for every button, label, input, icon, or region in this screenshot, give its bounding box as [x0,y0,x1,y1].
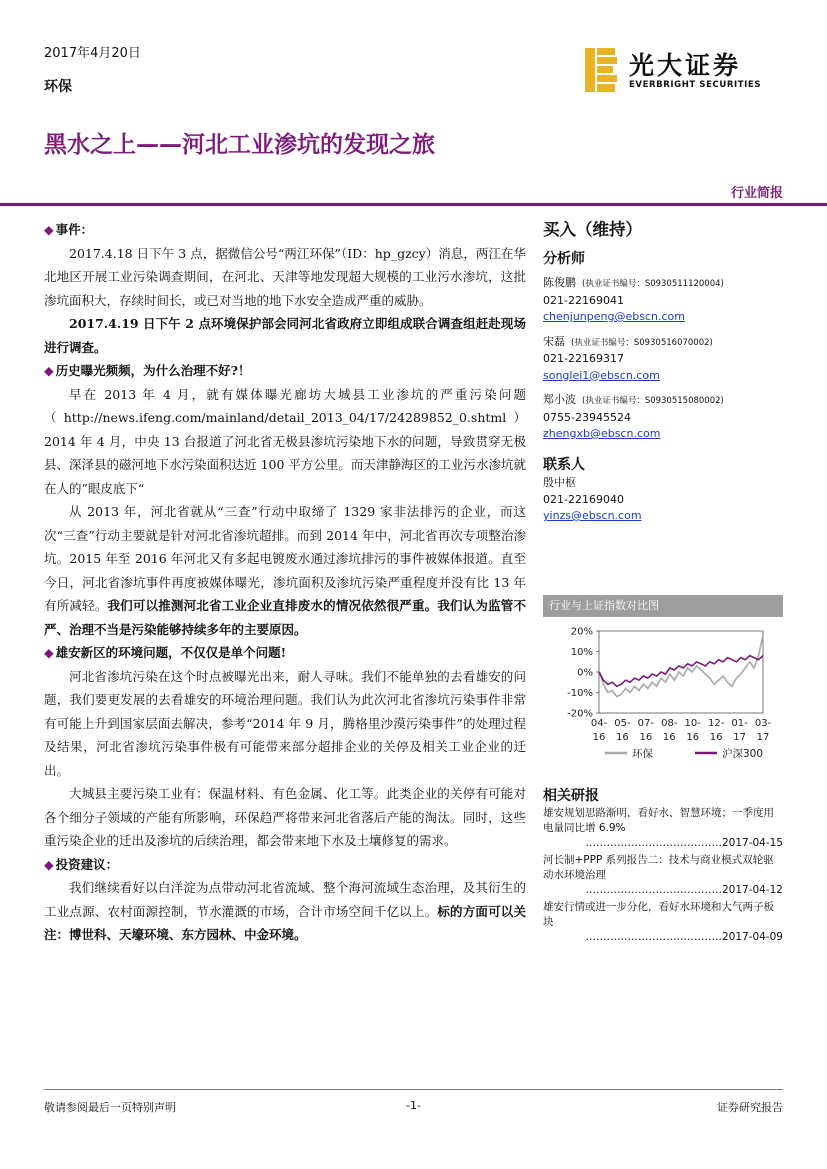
contact-name: 殷中枢 [543,476,576,489]
section-heading: ◆ 历史曝光频频，为什么治理不好?！ [44,363,251,378]
paragraph: 大城县主要污染工业有：保温材料、有色金属、化工等。此类企业的关停有可能对各个细分子领域的产能有所影响，环保趋严将带来河北省落后产能的淘汰。同时，这些重污染企业的迁出及渗坑的后续治理，都会带来地下水及土壤修复的需求。 [44,786,526,848]
analyst-phone: 021-22169317 [543,352,624,365]
x-tick-label: 17 [733,732,746,743]
x-tick-label: 16 [592,732,606,743]
x-tick-label: 04- [590,718,608,729]
company-logo [585,46,785,96]
comparison-chart [543,595,783,773]
contact-email-link[interactable]: yinzs@ebscn.com [543,509,642,522]
y-tick-label: 10% [570,647,593,658]
diamond-bullet-icon: ◆ [44,856,54,872]
analyst-license: (执业证书编号：S0930516070002) [571,337,713,348]
x-tick-label: 16 [709,732,723,743]
related-title: 雄安规划思路渐明，看好水、智慧环境；一季度用电量同比增 6.9% [543,807,774,834]
logo-text-en: EVERBRIGHT SECURITIES [629,80,762,90]
x-tick-label: 16 [662,732,676,743]
section-heading: ◆ 雄安新区的环境问题，不仅仅是单个问题! [44,645,287,660]
legend-label: 环保 [632,748,653,760]
x-tick-label: 17 [756,732,770,743]
analyst-heading: 分析师 [543,250,585,267]
x-tick-label: 16 [616,732,629,743]
x-tick-label: 08- [661,718,678,729]
y-tick-label: -10% [567,688,593,699]
rating: 买入（维持） [543,220,642,239]
chart-svg [543,617,783,773]
bold-targets: 标的方面可以关注：博世科、天壕环境、东方园林、中金环境。 [44,903,526,942]
header-rule [0,203,827,206]
paragraph: 早在 2013 年 4 月，就有媒体曝光廊坊大城县工业渗坑的严重污染问题（http://news.ifeng.com/mainland/detail_2013_04/17/24289852_0.shtml）2014 年 4 月，中央 13 台报道了河北省无极县渗坑污染地下水的问题，导致贯穿无极县、深泽县的磁河地下水污染面积达近 100 平方公里。而天津静海区的工业污水渗坑就在人的”眼皮底下“ [44,386,526,496]
related-reports [543,781,783,945]
x-tick-label: 07- [637,718,655,729]
legend-label: 沪深300 [722,748,764,760]
analyst-license: (执业证书编号：S0930511120004) [582,279,724,289]
x-tick-label: 01- [731,718,748,729]
x-tick-label: 10- [684,718,701,729]
x-tick-label: 16 [639,732,653,743]
related-item[interactable] [543,853,783,898]
bold-conclusion: 我们可以推测河北省工业企业直排废水的情况依然很严重。我们认为监管不严、治理不当是污染能够持续多年的主要原因。 [44,598,526,637]
y-tick-label: 0% [577,667,593,679]
analyst-phone: 0755-23945524 [543,410,631,424]
related-date: …………………………………2017-04-15 [585,837,783,849]
section-heading: ◆ 投资建议： [44,856,119,872]
x-tick-label: 03- [754,718,772,729]
related-title: 雄安行情或进一步分化，看好水环境和大气两子板块 [543,901,774,928]
analyst-name: 陈俊鹏 [543,276,576,289]
report-date: 2017年4月20日 [44,46,141,61]
x-tick-label: 12- [707,718,725,729]
paragraph: 河北省渗坑污染在这个时点被曝光出来，耐人寻味。我们不能单独的去看雄安的问题，我们要更发展的去看雄安的环境治理问题。我们认为此次河北省渗坑污染事件非常有可能上升到国家层面去解决，参考“2014 年 9 月，腾格里沙漠污染事件”的处理过程及结果，河北省渗坑污染事件极有可能带来部分超排企业的关停及相关工业企业的迁出。 [44,668,526,778]
diamond-bullet-icon: ◆ [44,645,54,660]
logo-mark-icon [585,48,617,92]
main-column [44,218,526,947]
paragraph: 从 2013 年，河北省就从“三查”行动中取缔了 1329 家非法排污的企业，而这次“三查”行动主要就是针对河北省渗坑超排。而到 2014 年中，河北省再次专项整治渗坑。2015 年至 2016 年河北又有多起电镀废水通过渗坑排污的事件被媒体报道。直至今日，河北省渗坑事件再度被媒体曝光，渗坑面积及渗坑污染严重程度并没有比 13 年有所减轻。我们可以推测河北省工业企业直排废水的情况依然很严重。我们认为监管不严、治理不当是污染能够持续多年的主要原因。 [44,504,526,637]
analyst-name: 郑小波 [543,393,576,406]
analyst-block [543,334,783,385]
related-date: …………………………………2017-04-12 [585,884,783,896]
analyst-email-link[interactable]: songlei1@ebscn.com [543,368,660,382]
analyst-name: 宋磊 [543,334,565,348]
series-line [599,656,763,687]
diamond-bullet-icon: ◆ [44,363,54,378]
related-title: 河长制+PPP 系列报告二：技术与商业模式双轮驱动水环境治理 [543,854,774,881]
chart-title: 行业与上证指数对比图 [543,595,783,617]
contact-phone: 021-22169040 [543,492,624,506]
x-tick-label: 05- [614,718,631,729]
related-date: …………………………………2017-04-09 [585,931,783,943]
contact-heading: 联系人 [543,456,585,473]
section-heading: ◆ 事件： [44,222,94,237]
y-tick-label: -20% [567,708,593,720]
report-type: 行业简报 [730,186,783,201]
analyst-block [543,392,783,443]
analyst-email-link[interactable]: chenjunpeng@ebscn.com [543,310,685,323]
sector-label: 环保 [44,79,72,95]
paragraph: 2017.4.18 日下午 3 点，据微信公号“两江环保”（ID：hp_gzcy）消息，两江在华北地区开展工业污染调查期间，在河北、天津等地发现超大规模的工业污水渗坑，这批渗坑面积大，存续时间长，或已对当地的地下水安全造成严重的威胁。 [44,245,526,308]
analyst-license: (执业证书编号：S0930515080002) [582,396,724,406]
related-heading: 相关研报 [543,788,599,804]
analyst-email-link[interactable]: zhengxb@ebscn.com [543,427,661,440]
paragraph-bold: 2017.4.19 日下午 2 点环境保护部会同河北省政府立即组成联合调查组赶赴现场进行调查。 [44,316,526,355]
logo-text-cn: 光大证券 [629,51,742,80]
footer-doc-type: 证券研究报告 [717,1101,783,1114]
related-item[interactable] [543,806,783,851]
report-title: 黑水之上——河北工业渗坑的发现之旅 [44,132,435,158]
sidebar [543,222,783,525]
footer-disclaimer: 敬请参阅最后一页特别声明 [44,1101,176,1114]
footer-rule [44,1089,783,1090]
series-line [599,635,763,697]
related-item[interactable] [543,900,783,945]
x-tick-label: 16 [686,732,700,743]
page-number: -1- [406,1099,421,1112]
paragraph: 我们继续看好以白洋淀为点带动河北省流域、整个海河流域生态治理，及其衍生的工业点源、农村面源控制，节水灌溉的市场，合计市场空间千亿以上。标的方面可以关注：博世科、天壕环境、东方园林、中金环境。 [44,880,526,942]
y-tick-label: 20% [570,626,593,638]
diamond-bullet-icon: ◆ [44,222,54,237]
analyst-phone: 021-22169041 [543,293,624,307]
plot-frame [599,631,763,713]
analyst-block [543,275,783,326]
